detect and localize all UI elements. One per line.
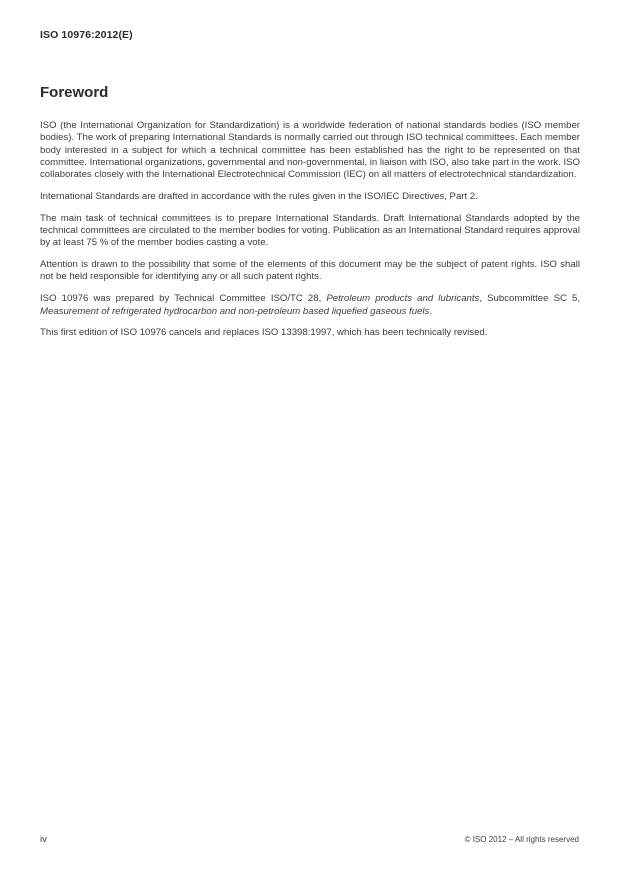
committee-text-lead: ISO 10976 was prepared by Technical Committee ISO/TC 28, [40, 293, 327, 305]
copyright-notice: © ISO 2012 – All rights reserved [464, 835, 579, 844]
page-title: Foreword [40, 84, 109, 101]
committee-name-italic: Petroleum products and lubricants [326, 293, 480, 305]
page-number: iv [40, 834, 47, 845]
committee-text-end: . [429, 305, 432, 317]
foreword-paragraph-first-edition: This first edition of ISO 10976 cancels and replaces ISO 13398:1997, which has been technically revised. [40, 327, 488, 339]
foreword-paragraph-directives: International Standards are drafted in accordance with the rules given in the ISO/IEC Directives, Part 2. [40, 190, 478, 202]
subcommittee-name-italic: Measurement of refrigerated hydrocarbon and non-petroleum based liquefied gaseous fuels [40, 305, 430, 317]
foreword-paragraph-committee [40, 293, 580, 318]
page-footer [40, 834, 579, 845]
committee-text-mid: , Subcommittee SC 5, [479, 293, 581, 305]
document-designation: ISO 10976:2012(E) [40, 29, 133, 41]
foreword-paragraph-iso-federation: ISO (the International Organization for Standardization) is a worldwide federation of national standards bodies (ISO member bodies). The work of preparing International Standards is normally carried out through ISO technical committees. Each member body interested in a subject for which a technical committee has been established has the right to be represented on that committee. International organizations, governmental and non-governmental, in liaison with ISO, also take part in the work. ISO collaborates closely with the International Electrotechnical Commission (IEC) on all matters of electrotechnical standardization. [40, 120, 580, 181]
foreword-paragraph-main-task: The main task of technical committees is to prepare International Standards. Draft International Standards adopted by the technical committees are circulated to the member bodies for voting. Publication as an International Standard requires approval by at least 75 % of the member bodies casting a vote. [40, 212, 580, 249]
foreword-paragraph-patent-rights: Attention is drawn to the possibility that some of the elements of this document may be the subject of patent rights. ISO shall not be held responsible for identifying any or all such patent rights. [40, 259, 580, 283]
foreword-body [40, 120, 580, 349]
